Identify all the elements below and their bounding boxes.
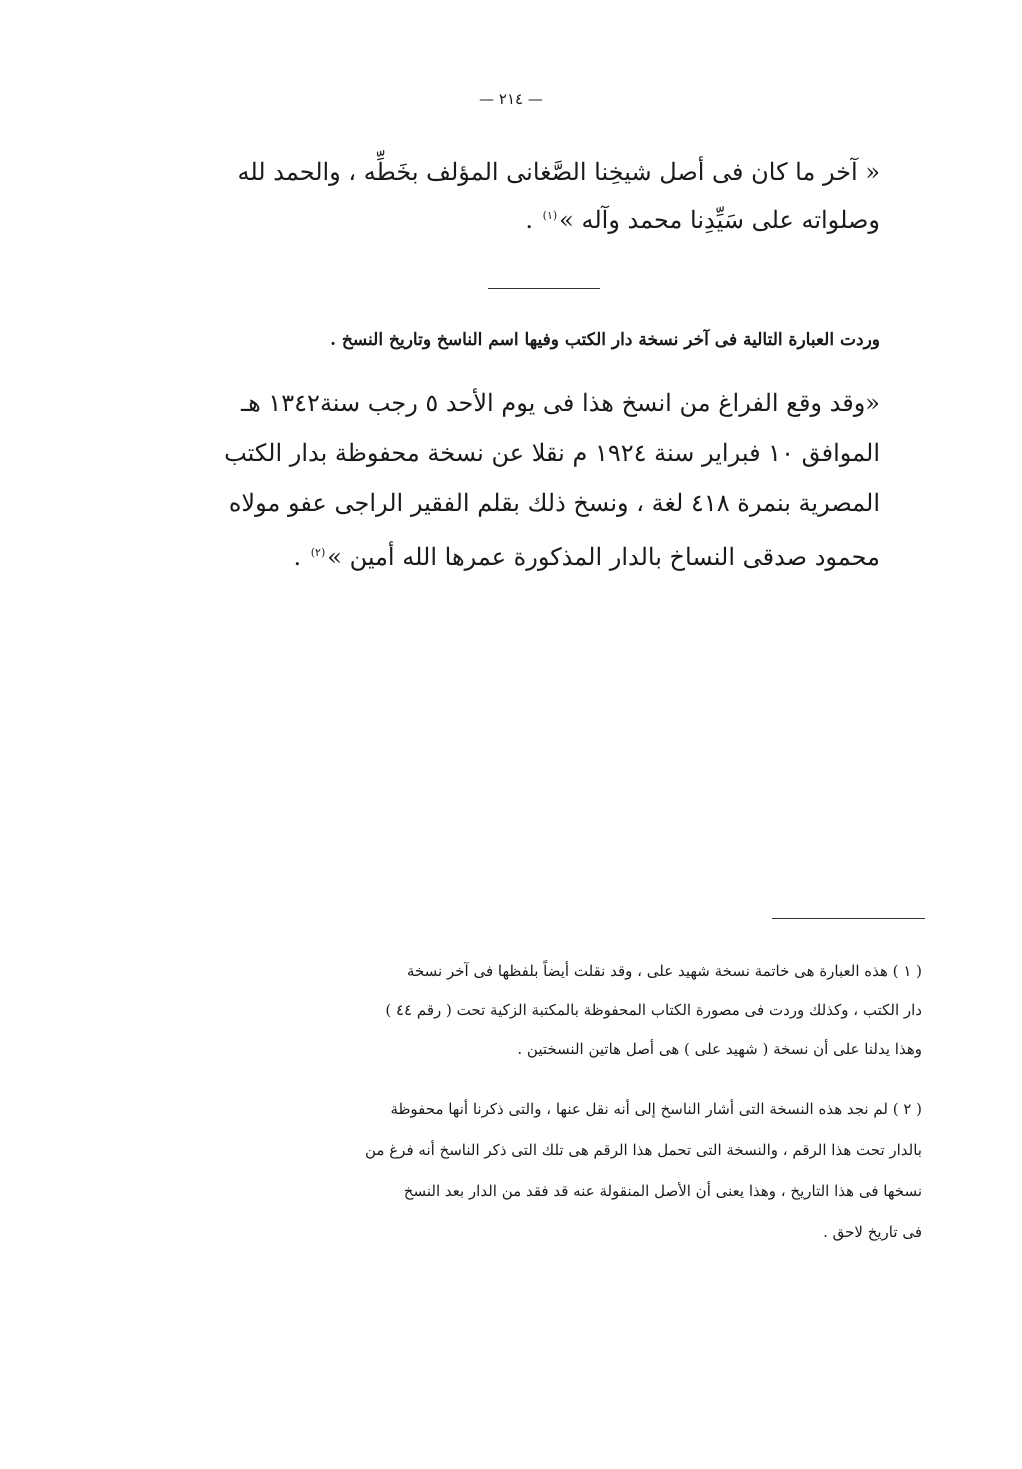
footnote-2-line: بالدار تحت هذا الرقم ، والنسخة التى تحمل هذا الرقم هى تلك التى ذكر الناسخ أنه فرغ من (365, 1141, 922, 1159)
colophon-2-line: الموافق ١٠ فبراير سنة ١٩٢٤ م نقلا عن نسخة محفوظة بدار الكتب (224, 439, 880, 467)
colophon-2-line: محمود صدقى النساخ بالدار المذكورة عمرها الله أمين »$^{(٢)}$ . (293, 543, 880, 571)
colophon-1-line: وصلواته على سَيِّدِنا محمد وآله »$^{(١)}$ . (525, 206, 880, 234)
footnote-reference-2: (٢) (310, 546, 326, 559)
footnote-2 (182, 1089, 922, 1253)
footnote-2-line: ( ٢ ) لم نجد هذه النسخة التى أشار الناسخ إلى أنه نقل عنها ، والتى ذكرنا أنها محفوظة (390, 1100, 922, 1118)
page-number: — ٢١٤ — (479, 90, 543, 108)
section-divider (488, 288, 600, 289)
footnote-1-line: وهذا يدلنا على أن نسخة ( شهيد على ) هى أصل هاتين النسختين . (517, 1040, 922, 1058)
footnote-1-line: ( ١ ) هذه العبارة هى خاتمة نسخة شهيد على ، وقد نقلت أيضاً بلفظها فى آخر نسخة (406, 962, 922, 980)
footnote-reference-1: (١) (542, 209, 558, 222)
colophon-quote-1 (175, 150, 880, 242)
colophon-1-line-text: وصلواته على سَيِّدِنا محمد وآله » (559, 206, 880, 234)
colophon-1-line: « آخر ما كان فى أصل شيخِنا الصَّغانى المؤلف بخَطِّه ، والحمد لله (237, 158, 880, 186)
colophon-2-line-text: محمود صدقى النساخ بالدار المذكورة عمرها الله أمين » (327, 543, 880, 571)
footnote-separator (772, 918, 925, 919)
colophon-2-line: المصرية بنمرة ٤١٨ لغة ، ونسخ ذلك بقلم الفقير الراجى عفو مولاه (228, 489, 880, 517)
colophon-quote-2 (205, 378, 880, 582)
footnote-2-line: نسخها فى هذا التاريخ ، وهذا يعنى أن الأصل المنقولة عنه قد فقد من الدار بعد النسخ (403, 1182, 922, 1200)
footnote-1-line: دار الكتب ، وكذلك وردت فى مصورة الكتاب المحفوظة بالمكتبة الزكية تحت ( رقم ٤٤ ) (385, 1001, 922, 1019)
intro-text: وردت العبارة التالية فى آخر نسخة دار الكتب وفيها اسم الناسخ وتاريخ النسخ . (330, 330, 880, 350)
colophon-2-line: «وقد وقع الفراغ من انسخ هذا فى يوم الأحد ٥ رجب سنة١٣٤٢ هـ (241, 389, 880, 417)
footnote-2-line: فى تاريخ لاحق . (823, 1223, 922, 1241)
intro-heading (215, 324, 880, 356)
footnote-1 (182, 952, 922, 1069)
